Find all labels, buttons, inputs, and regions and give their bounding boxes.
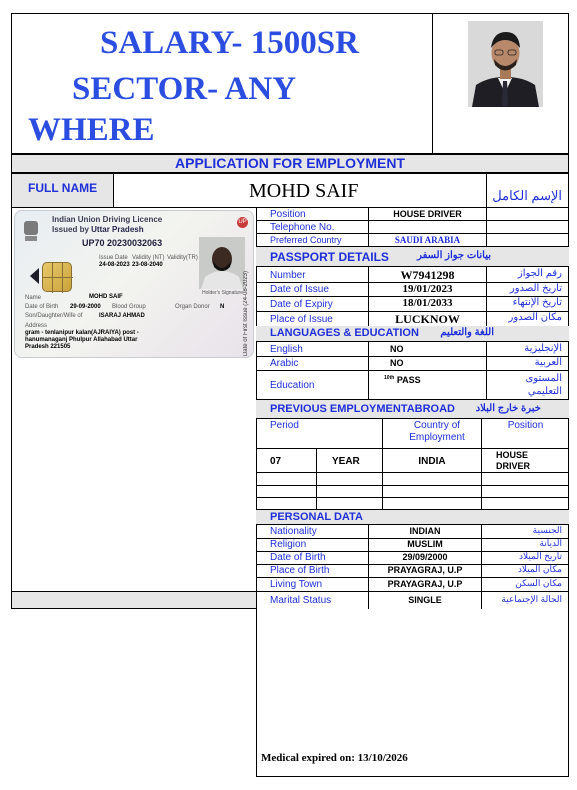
place-of-issue-label: Place of Issue [270,314,333,325]
expiry-date-value: 18/01/2033 [402,297,453,309]
religion-ar: الديانة [539,538,562,548]
languages-grid [256,342,569,399]
marital-status-ar: الحالة الإجتماعية [501,594,562,604]
place-of-birth-value: PRAYAGRAJ, U.P [387,565,463,575]
emp-period-value: 07 [270,456,282,467]
nationality-value: INDIAN [409,526,441,536]
place-of-birth-ar: مكان الميلاد [517,564,562,574]
preferred-country-value: SAUDI ARABIA [394,235,461,245]
applicant-photo [468,21,543,107]
expiry-date-ar: تاريخ الإنتهاء [512,297,562,308]
education-label: Education [270,380,315,391]
full-name-label: FULL NAME [28,181,98,195]
title-bar [11,154,569,173]
header-divider [432,13,433,154]
living-town-ar: مكان السكن [515,578,562,588]
place-of-issue-value: LUCKNOW [395,312,460,326]
expiry-date-label: Date of Expiry [270,299,333,310]
religion-value: MUSLIM [407,539,443,549]
licence-holder-photo [199,237,245,289]
place-of-birth-label: Place of Birth [270,565,330,576]
nationality-ar: الجنسية [532,525,562,535]
driving-licence-card: Indian Union Driving Licence Issued by Uttar Pradesh UP70 20230032063 UP Issue Date 24-08-2023 Validity (NT) 23-08-2040 Validity(TR) Holder's Signature Date of First Issue (24-08-2023) Name MOHD SAIF Date of Birth 29-09-2000 Blood Group Organ Donor N Son/Daughter/Wife of ISARAJ AHMAD Address gram - tenlanipur kalan(AJRAIYA) post - hanumanaganj Phulpur Allahabad Uttar Pradesh 221505 [14,210,254,358]
languages-header: LANGUAGES & EDUCATION اللغة والتعليم [256,326,569,342]
passport-header: PASSPORT DETAILS بيانات جواز السفر [256,246,569,267]
english-value: NO [390,344,404,354]
living-town-value: PRAYAGRAJ, U.P [387,579,463,589]
salary-text: SALARY- 1500SR [100,25,359,61]
passport-number-value: W7941298 [400,268,455,282]
medical-note: Medical expired on: 13/10/2026 [261,752,408,764]
passport-grid [256,267,569,327]
issue-date-ar: تاريخ الصدور [509,283,562,294]
employment-table [256,419,569,510]
telephone-label: Telephone No. [270,222,335,233]
living-town-label: Living Town [270,579,323,590]
form-title: APPLICATION FOR EMPLOYMENT [175,155,405,171]
chip-icon [42,262,72,292]
position-grid [256,208,569,246]
sector-text: SECTOR- ANY [72,71,297,107]
passport-number-ar: رقم الجواز [517,268,562,279]
issue-date-value: 19/01/2023 [402,283,453,295]
where-text: WHERE [28,112,155,148]
emp-unit-value: YEAR [332,456,360,467]
employment-header: PREVIOUS EMPLOYMENTABROAD خبرة خارج البلاد [256,399,569,419]
emp-country-value: INDIA [418,456,446,467]
english-label: English [270,344,303,355]
arrow-left-icon [30,268,40,284]
position-label: Position [270,209,306,220]
nationality-label: Nationality [270,526,317,537]
education-value: $^{10th}$ PASS [384,375,421,385]
arabic-value: NO [390,358,404,368]
full-name-label-ar: الإسم الكامل [492,188,562,203]
place-of-issue-ar: مكان الصدور [508,312,562,323]
arabic-label: Arabic [270,358,299,369]
arabic-ar: العربية [534,357,562,368]
marital-status-label: Marital Status [270,595,332,606]
dob-value: 29/09/2000 [402,552,448,562]
country-header: Country of Employment [409,420,465,443]
left-band [11,591,256,609]
emblem-icon [21,219,41,245]
position-header: Position [507,420,544,431]
dob-label: Date of Birth [270,552,326,563]
licence-number: UP70 20230032063 [82,238,163,248]
licence-up-badge: UP [237,217,248,228]
marital-status-value: SINGLE [408,595,442,605]
personal-header: PERSONAL DATA [256,510,569,525]
period-header: Period [270,420,299,431]
english-ar: الإنجليزية [524,343,562,354]
dob-ar: تاريخ الميلاد [519,551,562,561]
religion-label: Religion [270,539,307,550]
personal-grid [256,525,569,609]
position-value: HOUSE DRIVER [393,209,462,219]
preferred-country-label: Preferred Country [270,235,342,245]
emp-position-value: HOUSE DRIVER [496,450,531,471]
issue-date-label: Date of Issue [270,284,329,295]
full-name-value: MOHD SAIF [249,180,359,202]
education-ar: المستوى التعليمي [525,373,562,397]
passport-number-label: Number [270,270,306,281]
